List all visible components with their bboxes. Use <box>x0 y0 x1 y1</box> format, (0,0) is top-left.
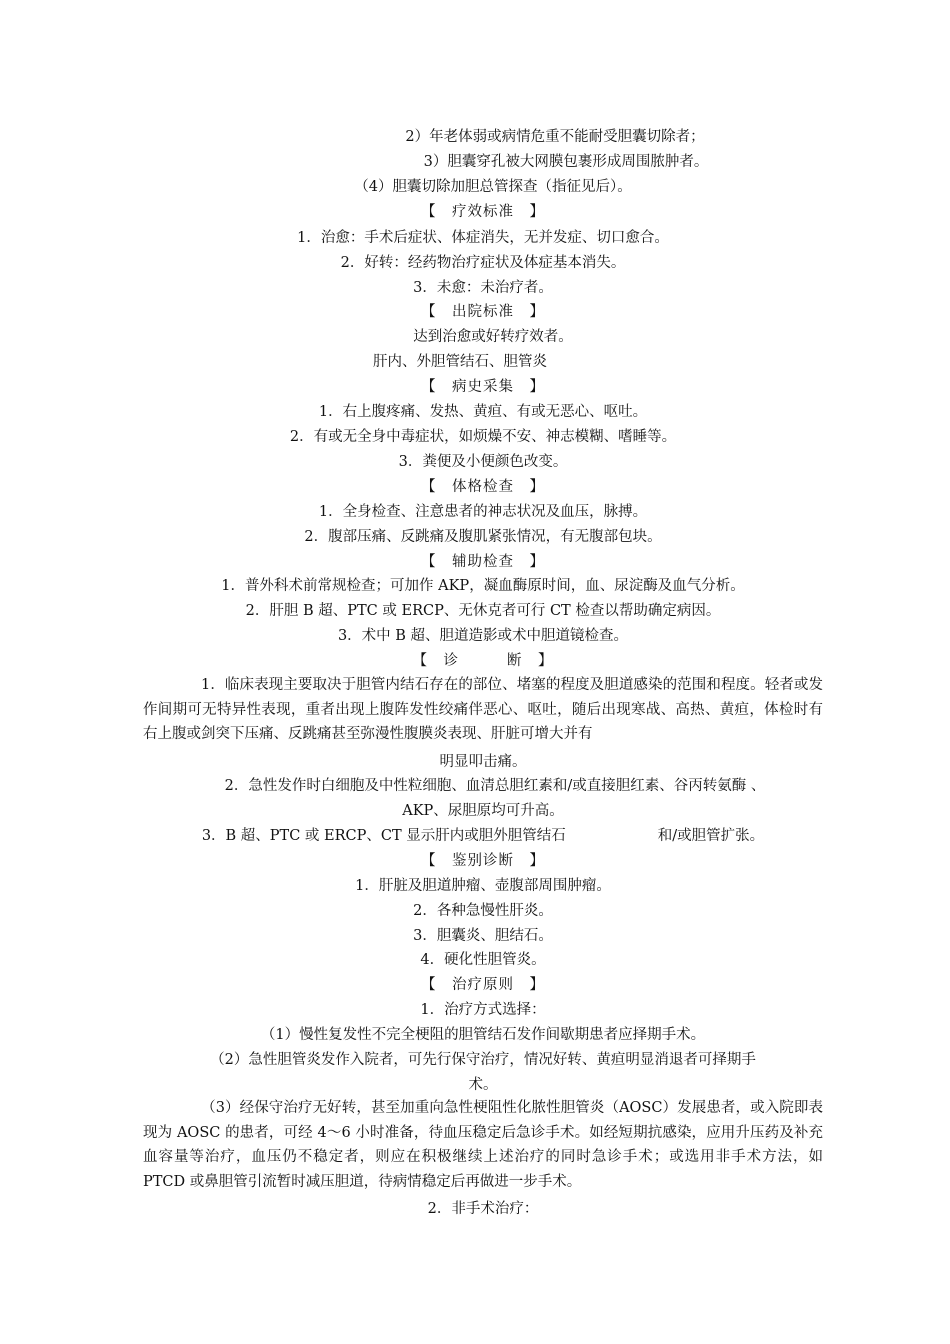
paragraph <box>143 673 823 747</box>
list-item: 2．有或无全身中毒症状，如烦燥不安、神志模糊、嗜睡等。 <box>289 429 677 445</box>
text-line: （4）胆囊切除加胆总管探查（指征见后）。 <box>354 179 632 195</box>
paragraph <box>143 1096 823 1194</box>
paragraph: （2）急性胆管炎发作入院者，可先行保守治疗，情况好转、黄疸明显消退者可择期手 <box>210 1052 756 1068</box>
list-item: 3．术中 B 超、胆道造影或术中胆道镜检查。 <box>337 628 629 644</box>
list-item: 1．治愈：手术后症状、体症消失，无并发症、切口愈合。 <box>297 230 669 246</box>
disease-title: 肝内、外胆管结石、胆管炎 <box>373 354 547 370</box>
list-item: 3．胆囊炎、胆结石。 <box>413 928 553 944</box>
list-item: 3．未愈：未治疗者。 <box>413 280 553 296</box>
list-item: 2．各种急慢性肝炎。 <box>413 903 553 919</box>
section-header-treatment: 【 治疗原则 】 <box>421 977 545 993</box>
text-line: 3）胆囊穿孔被大网膜包裹形成周围脓肿者。 <box>423 154 709 170</box>
paragraph <box>143 827 823 845</box>
list-item: 2．腹部压痛、反跳痛及腹肌紧张情况，有无腹部包块。 <box>304 529 662 545</box>
text-part: 3．B 超、PTC 或 ERCP、CT 显示肝内或胆外胆管结石 <box>201 828 566 844</box>
list-item: 2．好转：经药物治疗症状及体症基本消失。 <box>340 255 626 271</box>
header-left: 【 诊 <box>412 653 459 669</box>
paragraph-text: （3）经保守治疗无好转，甚至加重向急性梗阻性化脓性胆管炎（AOSC）发展患者，或入院即表现为 AOSC 的患者，可经 4～6 小时准备，待血压稳定后急诊手术。如经短期抗感染，应用升压药及补充血容量等治疗，血压仍不稳定者，则应在积极继续上述治疗的同时急诊手术；或选用非手术方法，如 PTCD 或鼻胆管引流暂时减压胆道，待病情稳定后再做进一步手术。 <box>143 1100 823 1190</box>
sub-heading: 2．非手术治疗： <box>427 1201 539 1217</box>
text-line: 2）年老体弱或病情危重不能耐受胆囊切除者； <box>405 129 705 145</box>
section-header-efficacy: 【 疗效标准 】 <box>421 204 545 220</box>
paragraph-last-line: 明显叩击痛。 <box>439 754 527 770</box>
list-item: 1．右上腹疼痛、发热、黄疸、有或无恶心、呕吐。 <box>318 404 648 420</box>
section-header-discharge: 【 出院标准 】 <box>421 304 545 320</box>
section-header-exam: 【 体格检查 】 <box>421 479 545 495</box>
list-item: 3．粪便及小便颜色改变。 <box>398 454 568 470</box>
discharge-text: 达到治愈或好转疗效者。 <box>413 329 573 345</box>
list-item: 1．全身检查、注意患者的神志状况及血压，脉搏。 <box>318 504 648 520</box>
paragraph: 2．急性发作时白细胞及中性粒细胞、血清总胆红素和/或直接胆红素、谷丙转氨酶 、 <box>224 778 766 794</box>
list-item: 1．肝脏及胆道肿瘤、壶腹部周围肿瘤。 <box>355 878 611 894</box>
list-item: 4．硬化性胆管炎。 <box>420 952 546 968</box>
paragraph-last-line: 术。 <box>468 1077 498 1093</box>
text-part: 和/或胆管扩张。 <box>657 828 765 844</box>
section-header-history: 【 病史采集 】 <box>421 379 545 395</box>
list-item: 1．普外科术前常规检查；可加作 AKP，凝血酶原时间，血、尿淀酶及血气分析。 <box>221 578 745 594</box>
sub-heading: 1．治疗方式选择： <box>420 1002 546 1018</box>
paragraph-text: 1．临床表现主要取决于胆管内结石存在的部位、堵塞的程度及胆道感染的范围和程度。轻者或发作间期可无特异性表现，重者出现上腹阵发性绞痛伴恶心、呕吐，随后出现寒战、高热、黄疸，体检时有右上腹或剑突下压痛、反跳痛甚至弥漫性腹膜炎表现、肝脏可增大并有 <box>143 677 823 742</box>
paragraph: （1）慢性复发性不完全梗阻的胆管结石发作间歇期患者应择期手术。 <box>260 1027 706 1043</box>
section-header-differential: 【 鉴别诊断 】 <box>421 853 545 869</box>
section-header-diagnosis <box>143 652 823 670</box>
paragraph-last-line: AKP、尿胆原均可升高。 <box>402 803 564 819</box>
section-header-aux: 【 辅助检查 】 <box>421 554 545 570</box>
list-item: 2．肝胆 B 超、PTC 或 ERCP、无休克者可行 CT 检查以帮助确定病因。 <box>245 603 721 619</box>
header-right: 断 】 <box>507 653 554 669</box>
